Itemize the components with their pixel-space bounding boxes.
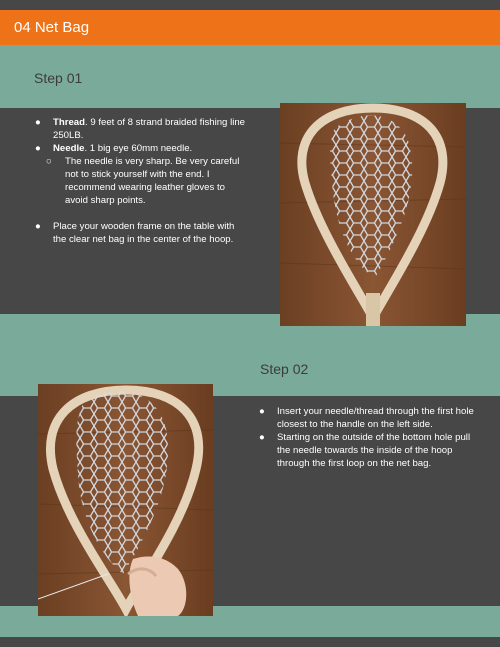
needle-term: Needle	[53, 143, 85, 154]
thread-term: Thread	[53, 117, 85, 128]
top-strip	[0, 0, 500, 10]
step-02-item-2: Starting on the outside of the bottom hole pull the needle towards the inside of the hoop through the first loop on the net bag.	[277, 432, 471, 469]
spacer	[35, 207, 250, 220]
place-text: Place your wooden frame on the table with the clear net bag in the center of the hoop.	[53, 221, 235, 245]
list-item	[35, 142, 250, 155]
thread-text: . 9 feet of 8 strand braided fishing line 250LB.	[53, 117, 245, 141]
list-item	[35, 220, 250, 246]
list-item	[259, 405, 474, 431]
step-02-label: Step 02	[260, 361, 309, 377]
list-item	[35, 116, 250, 142]
bullet-icon: ●	[35, 117, 41, 128]
step-02-list	[259, 405, 474, 470]
list-item	[259, 431, 474, 470]
step-02-item-1: Insert your needle/thread through the first hole closest to the handle on the left side.	[277, 406, 474, 430]
sub-bullet-icon: ○	[46, 156, 52, 167]
bullet-icon: ●	[259, 432, 265, 443]
title-bar	[0, 10, 500, 45]
needle-note: The needle is very sharp. Be very careful not to stick yourself with the end. I recommend wearing leather gloves to avoid sharp points.	[65, 156, 240, 206]
net-bag-frame-photo	[280, 103, 466, 326]
hand-threading-photo	[38, 384, 213, 616]
step-01-label: Step 01	[34, 70, 83, 86]
needle-text: . 1 big eye 60mm needle.	[84, 143, 193, 154]
bullet-icon: ●	[35, 221, 41, 232]
bullet-icon: ●	[35, 143, 41, 154]
bottom-strip	[0, 637, 500, 647]
sub-list-item	[35, 155, 250, 207]
step-01-list	[35, 116, 250, 246]
bullet-icon: ●	[259, 406, 265, 417]
sub-list-container	[35, 155, 250, 207]
page-title: 04 Net Bag	[14, 19, 90, 36]
sub-list	[35, 155, 250, 207]
